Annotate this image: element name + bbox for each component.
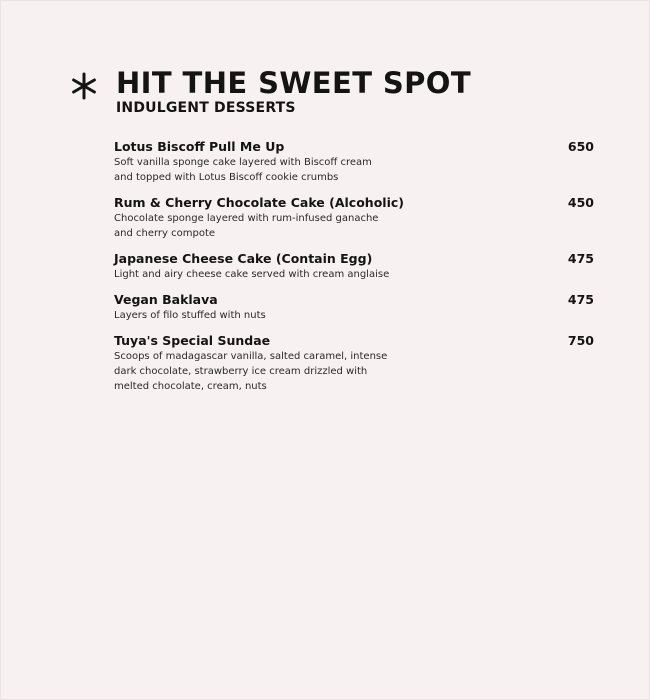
item-description-line: Chocolate sponge layered with rum-infused ganache [114, 213, 379, 224]
menu-item [114, 291, 594, 323]
item-price: 650 [567, 139, 594, 154]
menu-item [114, 332, 594, 394]
item-price: 750 [567, 333, 594, 348]
item-name: Japanese Cheese Cake (Contain Egg) [114, 251, 373, 266]
menu-item [114, 138, 594, 185]
section-subtitle: INDULGENT DESSERTS [116, 100, 296, 116]
dessert-menu-list [114, 138, 594, 403]
item-price: 475 [567, 251, 594, 266]
item-name: Tuya's Special Sundae [114, 333, 271, 348]
item-description-line: Scoops of madagascar vanilla, salted caramel, intense [114, 351, 388, 362]
item-description-line: Layers of filo stuffed with nuts [114, 310, 266, 321]
item-description-line: dark chocolate, strawberry ice cream drizzled with [114, 366, 368, 377]
item-description-line: and cherry compote [114, 228, 216, 239]
item-description [114, 308, 434, 323]
menu-item [114, 250, 594, 282]
item-description [114, 155, 434, 185]
item-description [114, 267, 434, 282]
item-name: Vegan Baklava [114, 292, 218, 307]
item-price: 475 [567, 292, 594, 307]
menu-item [114, 194, 594, 241]
item-name: Lotus Biscoff Pull Me Up [114, 139, 285, 154]
asterisk-star-icon [70, 72, 98, 100]
item-description [114, 211, 434, 241]
item-description-line: melted chocolate, cream, nuts [114, 381, 267, 392]
item-description-line: and topped with Lotus Biscoff cookie crumbs [114, 172, 339, 183]
section-title: HIT THE SWEET SPOT [116, 66, 472, 100]
item-description [114, 349, 434, 394]
item-description-line: Light and airy cheese cake served with cream anglaise [114, 269, 390, 280]
item-name: Rum & Cherry Chocolate Cake (Alcoholic) [114, 195, 404, 210]
item-price: 450 [567, 195, 594, 210]
item-description-line: Soft vanilla sponge cake layered with Biscoff cream [114, 157, 372, 168]
